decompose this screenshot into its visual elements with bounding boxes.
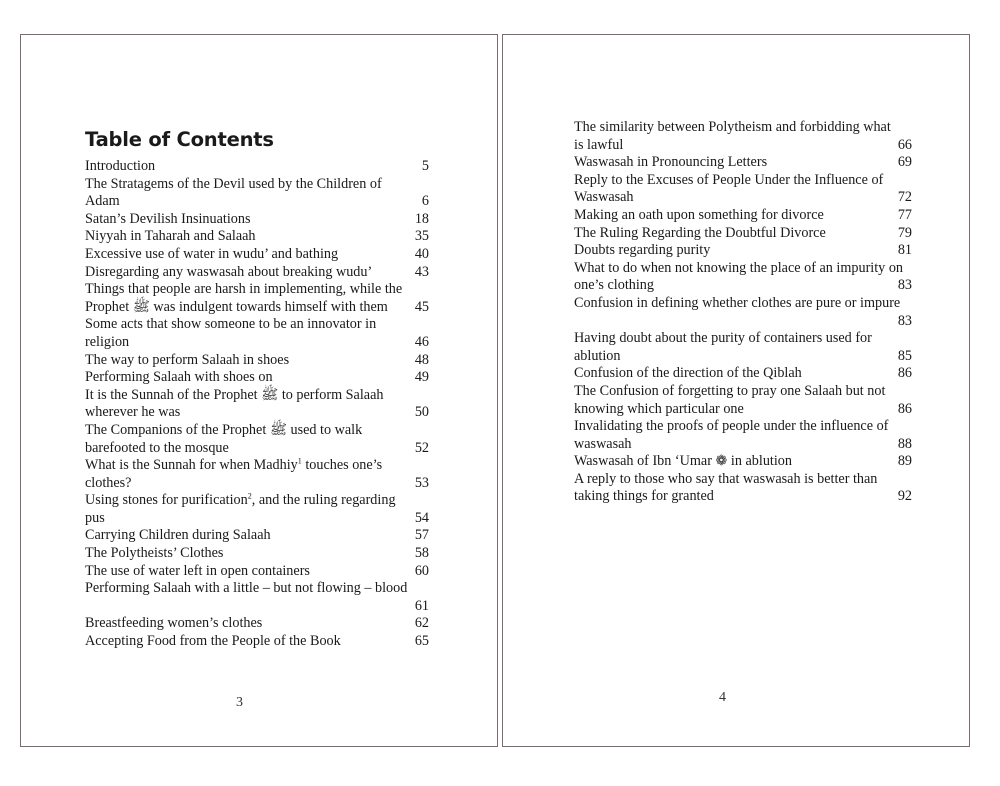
toc-entry-page: 6 [421, 193, 429, 210]
toc-entry-page: 35 [414, 228, 429, 245]
toc-entry-title-rest: touches one’s [301, 457, 383, 474]
toc-entry[interactable] [85, 457, 429, 492]
toc-entry[interactable] [574, 418, 912, 453]
toc-entry-page: 69 [897, 154, 912, 171]
toc-entry[interactable] [85, 615, 429, 633]
page-title: Table of Contents [85, 128, 274, 151]
toc-entry[interactable] [85, 176, 429, 211]
toc-entry-title: Performing Salaah with shoes on [85, 369, 273, 386]
toc-entry-page: 50 [414, 404, 429, 421]
toc-entry-title: Some acts that show someone to be an innovator in [85, 316, 377, 333]
toc-entry-title-cont: Waswasah [574, 189, 634, 206]
toc-entry-title: Performing Salaah with a little – but not flowing – blood [85, 580, 408, 597]
toc-entry[interactable] [85, 545, 429, 563]
toc-entry-title-cont: wherever he was [85, 404, 181, 421]
toc-entry-page: 72 [897, 189, 912, 206]
toc-entry[interactable] [85, 228, 429, 246]
toc-entry[interactable] [85, 633, 429, 651]
toc-entry-title-cont: ablution [574, 347, 621, 364]
toc-entry[interactable] [85, 527, 429, 545]
toc-entry-title: Waswasah in Pronouncing Letters [574, 154, 768, 171]
toc-entry-page: 49 [414, 369, 429, 386]
toc-entry-page: 79 [897, 224, 912, 241]
toc-entry[interactable] [85, 387, 429, 422]
toc-entry-title: The Stratagems of the Devil used by the Children of [85, 175, 382, 192]
toc-entry-page: 83 [897, 312, 912, 329]
footnote-marker[interactable]: 1 [297, 456, 302, 466]
toc-entry-title-cont: one’s clothing [574, 277, 654, 294]
toc-entry[interactable] [85, 352, 429, 370]
toc-entry[interactable] [574, 295, 912, 330]
toc-entry-page: 62 [414, 615, 429, 632]
toc-entry[interactable] [574, 330, 912, 365]
toc-entry[interactable] [574, 225, 912, 243]
toc-entry-title: Using stones for purification [85, 492, 248, 509]
toc-entry-page: 60 [414, 562, 429, 579]
toc-entry-page: 58 [414, 545, 429, 562]
toc-entry-title: Introduction [85, 158, 156, 174]
toc-entry-title-cont: barefooted to the mosque [85, 439, 229, 456]
page-number: 4 [719, 690, 726, 705]
left-page [20, 34, 498, 747]
toc-entry-page: 66 [897, 136, 912, 153]
toc-entry-title-cont: religion [85, 333, 130, 350]
toc-entry-page: 5 [421, 158, 429, 174]
toc-entry-title: Reply to the Excuses of People Under the Influence of [574, 171, 884, 188]
toc-entry-page: 65 [414, 633, 429, 650]
toc-entry-page: 46 [414, 333, 429, 350]
toc-entry[interactable] [574, 172, 912, 207]
toc-entry-title-cont: pus [85, 509, 105, 526]
toc-entry-page: 89 [897, 453, 912, 470]
toc-entry-title: Breastfeeding women’s clothes [85, 615, 263, 632]
toc-entry-page: 43 [414, 263, 429, 280]
toc-entry-page: 61 [414, 597, 429, 614]
toc-entry-page: 86 [897, 365, 912, 382]
toc-entry-title: The similarity between Polytheism and forbidding what [574, 119, 891, 135]
toc-entry-title: A reply to those who say that waswasah is better than [574, 470, 878, 487]
toc-entry[interactable] [85, 580, 429, 615]
toc-entry-page: 45 [414, 298, 429, 315]
toc-entry-title-cont: Adam [85, 193, 120, 210]
toc-entry-title: The Companions of the Prophet ﷺ used to walk [85, 421, 363, 438]
toc-entry-page: 85 [897, 347, 912, 364]
toc-entry-page: 40 [414, 245, 429, 262]
toc-entry-title: Confusion of the direction of the Qiblah [574, 365, 802, 382]
toc-entry[interactable] [85, 246, 429, 264]
toc-entry-title: What to do when not knowing the place of an impurity on [574, 259, 904, 276]
toc-entry-title: The use of water left in open containers [85, 562, 310, 579]
toc-entry-page: 86 [897, 400, 912, 417]
toc-entry-title-line [85, 457, 429, 475]
right-page [502, 34, 970, 747]
toc-entry[interactable] [85, 316, 429, 351]
toc-list-right [574, 119, 912, 506]
toc-entry-title-cont: knowing which particular one [574, 400, 744, 417]
toc-entry-title-cont: clothes? [85, 474, 132, 491]
footnote-marker[interactable]: 2 [247, 491, 252, 501]
toc-entry-title: Invalidating the proofs of people under the influence of [574, 418, 889, 435]
toc-entry-title: It is the Sunnah of the Prophet ﷺ to perform Salaah [85, 386, 384, 403]
toc-entry-title-cont: taking things for granted [574, 488, 714, 505]
page-number: 3 [236, 695, 243, 710]
toc-entry-title: Waswasah of Ibn ‘Umar ❁ in ablution [574, 453, 792, 470]
toc-entry-title-cont: waswasah [574, 435, 632, 452]
toc-entry-page: 53 [414, 474, 429, 491]
toc-entry[interactable] [85, 563, 429, 581]
toc-entry-title: Confusion in defining whether clothes are pure or impure [574, 294, 901, 311]
toc-entry-page: 57 [414, 527, 429, 544]
toc-entry[interactable] [574, 383, 912, 418]
toc-entry-page: 81 [897, 242, 912, 259]
toc-entry[interactable] [85, 492, 429, 527]
toc-entry[interactable] [85, 369, 429, 387]
toc-entry-page: 54 [414, 509, 429, 526]
toc-entry-page: 92 [897, 488, 912, 505]
toc-entry[interactable] [574, 453, 912, 471]
toc-entry[interactable] [85, 281, 429, 316]
toc-entry[interactable] [574, 260, 912, 295]
toc-list-left [85, 158, 429, 651]
toc-entry-title: Things that people are harsh in implementing, while the [85, 281, 403, 298]
toc-entry-page: 18 [414, 210, 429, 227]
toc-entry-title: The way to perform Salaah in shoes [85, 351, 290, 368]
toc-entry-title: Carrying Children during Salaah [85, 527, 271, 544]
toc-entry-page: 83 [897, 277, 912, 294]
toc-entry-page: 52 [414, 439, 429, 456]
toc-entry-title: Having doubt about the purity of containers used for [574, 330, 872, 347]
toc-entry-page: 48 [414, 351, 429, 368]
toc-entry-title: The Ruling Regarding the Doubtful Divorce [574, 224, 826, 241]
toc-entry-page: 88 [897, 435, 912, 452]
toc-entry-title: Niyyah in Taharah and Salaah [85, 228, 256, 245]
toc-entry-title: Accepting Food from the People of the Book [85, 633, 341, 650]
toc-entry-title-rest: , and the ruling regarding [251, 492, 396, 509]
toc-entry-title: Disregarding any waswasah about breaking wudu’ [85, 263, 373, 280]
toc-entry-title-cont: is lawful [574, 136, 624, 153]
toc-entry[interactable] [574, 207, 912, 225]
toc-entry-title: Doubts regarding purity [574, 242, 711, 259]
toc-entry[interactable] [574, 471, 912, 506]
toc-entry[interactable] [85, 211, 429, 229]
toc-entry[interactable] [574, 154, 912, 172]
toc-entry[interactable] [574, 119, 912, 154]
toc-entry-title-line [85, 492, 429, 510]
toc-entry-title-cont: Prophet ﷺ was indulgent towards himself with them [85, 298, 388, 315]
toc-entry[interactable] [85, 158, 429, 176]
toc-entry[interactable] [574, 242, 912, 260]
toc-entry-title: The Polytheists’ Clothes [85, 545, 224, 562]
toc-entry-title: Satan’s Devilish Insinuations [85, 210, 251, 227]
toc-entry[interactable] [574, 365, 912, 383]
toc-entry[interactable] [85, 422, 429, 457]
toc-entry[interactable] [85, 264, 429, 282]
toc-entry-page: 77 [897, 206, 912, 223]
toc-entry-title: What is the Sunnah for when Madhiy [85, 457, 298, 474]
toc-entry-title: Excessive use of water in wudu’ and bathing [85, 245, 339, 262]
toc-entry-title: The Confusion of forgetting to pray one Salaah but not [574, 382, 886, 399]
toc-entry-title: Making an oath upon something for divorce [574, 206, 824, 223]
